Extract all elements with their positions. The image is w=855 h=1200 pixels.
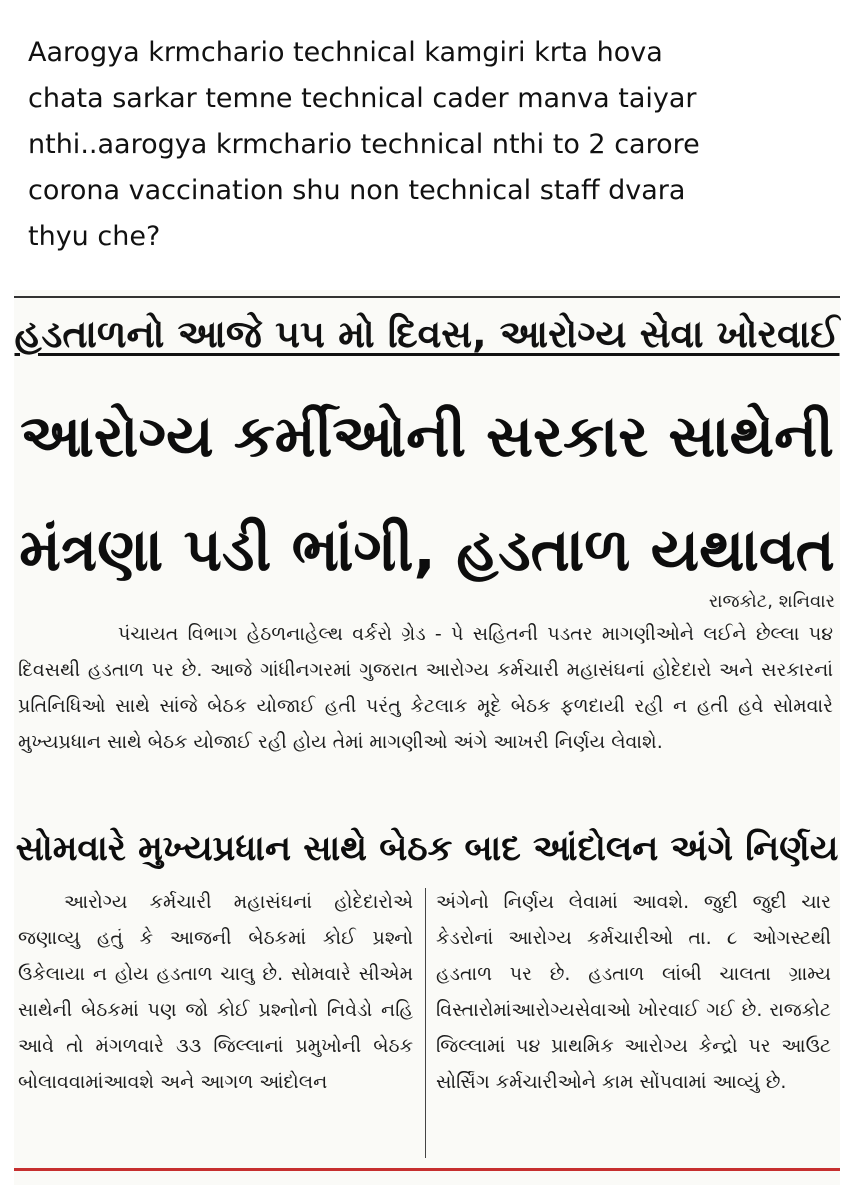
clipping-top-rule [14, 296, 840, 298]
headline-line-1: આરોગ્ય કર્મીઓની સરકાર સાથેની [20, 402, 834, 470]
article-dateline: રાજકોટ, શનિવાર [708, 591, 835, 612]
body-column-left: આરોગ્ય કર્મચારી મહાસંઘનાં હોદેદારોએ જણાવ્યુ હતું કે આજની બેઠકમાં કોઈ પ્રશ્નો ઉકેલાયા ન હોય હડતાળ ચાલુ છે. સોમવારે સીએમ સાથેની બેઠકમાં પણ જો કોઈ પ્રશ્નોનો નિવેડો નહિ આવે તો મંગળવારે ૩૩ જિલ્લાનાં પ્રમુખોની બેઠક બોલાવવામાંઆવશે અને આગળ આંદોલન [18, 891, 413, 1093]
clipping-bottom-rule [14, 1168, 840, 1171]
lead-paragraph: પંચાયત વિભાગ હેઠળનાહેલ્થ વર્કરો ગ્રેડ - પે સહિતની પડતર માગણીઓને લઈને છેલ્લા ૫૪ દિવસથી હડતાળ પર છે. આજે ગાંધીનગરમાં ગુજરાત આરોગ્ય કર્મચારી મહાસંઘનાં હોદેદારો અને સરકારનાં પ્રતિનિધિઓ સાથે સાંજે બેઠક યોજાઈ હતી પરંતુ કેટલાક મૂદે બેઠક ફળદાયી રહી ન હતી હવે સોમવારે મુખ્યપ્રધાન સાથે બેઠક યોજાઈ રહી હોય તેમાં માગણીઓ અંગે આખરી નિર્ણય લેવાશે. [18, 623, 833, 753]
column-divider [425, 888, 426, 1158]
article-kicker: હડતાળનો આજે ૫૫ મો દિવસ, આરોગ્ય સેવા ખોરવાઈ [14, 312, 840, 356]
body-column-right: અંગેનો નિર્ણય લેવામાં આવશે. જુદી જુદી ચાર કેડરોનાં આરોગ્ય કર્મચારીઓ તા. ૮ ઓગસ્ટથી હડતાળ પર છે. હડતાળ લાંબી ચાલતા ગ્રામ્ય વિસ્તારોમાંઆરોગ્યસેવાઓ ખોરવાઈ ગઈ છે. રાજકોટ જિલ્લામાં ૫૪ પ્રાથમિક આરોગ્ય કેન્દ્રો પર આઉટ સોર્સિંગ કર્મચારીઓને કામ સોંપવામાં આવ્યું છે. [436, 891, 831, 1093]
article-subheadline: સોમવારે મુખ્યપ્રધાન સાથે બેઠક બાદ આંદોલન અંગે નિર્ણય [15, 829, 839, 869]
post-caption: Aarogya krmchario technical kamgiri krta hova chata sarkar temne technical cader manva taiyar nthi..aarogya krmchario technical nthi to 2 carore corona vaccination shu non technical staff dvara thyu che? [28, 37, 700, 252]
headline-line-2: મંત્રણા પડી ભાંગી, હડતાળ યથાવત [19, 515, 835, 584]
